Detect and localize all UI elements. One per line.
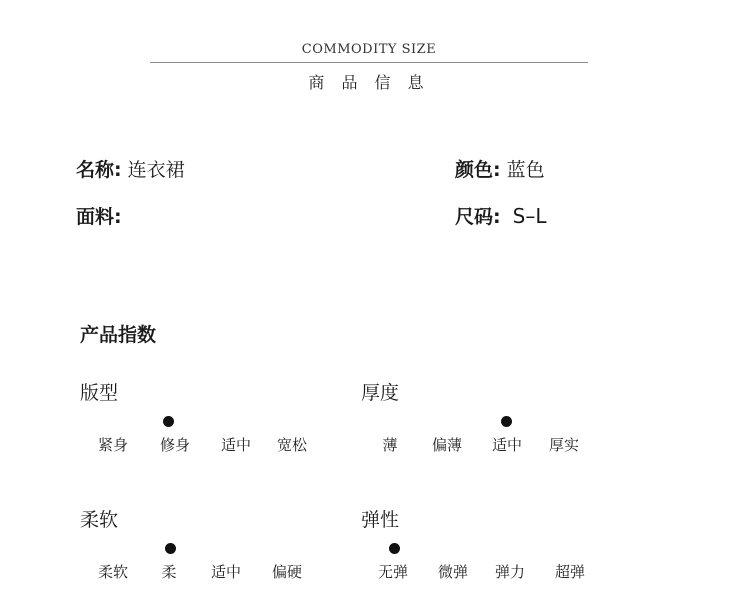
color-value: 蓝色 (506, 159, 545, 181)
info-fabric (76, 202, 122, 229)
info-size (455, 202, 547, 229)
size-label: 尺码: (455, 206, 501, 228)
scale-option-label: 厚实 (548, 436, 580, 454)
scale-marker-dot (165, 543, 176, 554)
scale-option-label: 柔 (161, 563, 177, 581)
header-divider (150, 62, 588, 63)
size-value: S–L (512, 204, 547, 228)
scale-title: 版型 (80, 382, 119, 404)
indices-title: 产品指数 (80, 324, 157, 346)
scale-title: 柔软 (80, 509, 119, 531)
scale-marker-dot (163, 416, 174, 427)
scale-option-label: 薄 (382, 436, 398, 454)
scale-option-label: 修身 (159, 436, 191, 454)
scale-option-label: 紧身 (97, 436, 129, 454)
scale-option-label: 偏硬 (271, 563, 303, 581)
scale-option-label: 微弹 (437, 563, 469, 581)
scale-option-label: 适中 (491, 436, 523, 454)
color-label: 颜色: (455, 159, 501, 181)
scale-marker-dot (389, 543, 400, 554)
header-title-en: COMMODITY SIZE (301, 42, 437, 57)
scale-title: 厚度 (361, 382, 400, 404)
scale-option-label: 适中 (220, 436, 252, 454)
scale-marker-dot (501, 416, 512, 427)
name-label: 名称: (76, 159, 122, 181)
header-title-cn: 商 品 信 息 (308, 73, 430, 92)
scale-option-label: 偏薄 (431, 436, 463, 454)
name-value: 连衣裙 (127, 159, 185, 181)
scale-option-label: 适中 (210, 563, 242, 581)
scale-title: 弹性 (361, 509, 400, 531)
scale-option-label: 宽松 (276, 436, 308, 454)
info-name (76, 155, 185, 182)
scale-option-label: 柔软 (97, 563, 129, 581)
scale-option-label: 无弹 (377, 563, 409, 581)
fabric-label: 面料: (76, 206, 122, 228)
scale-option-label: 超弹 (554, 563, 586, 581)
scale-option-label: 弹力 (494, 563, 526, 581)
info-color (455, 155, 545, 182)
